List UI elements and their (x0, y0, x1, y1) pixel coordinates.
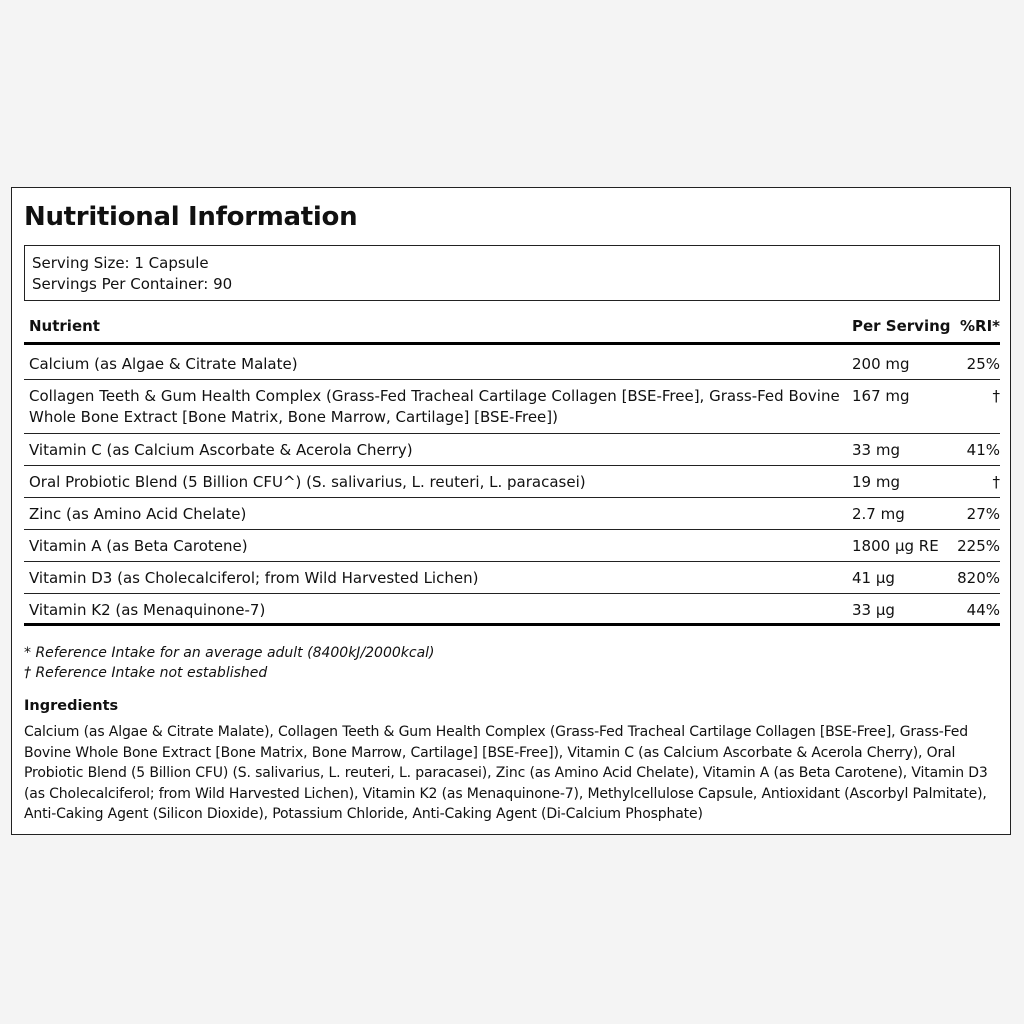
table-body (24, 345, 1000, 626)
nutrient-amount: 1800 µg RE (852, 537, 939, 555)
nutrient-ri: 225% (957, 537, 1000, 555)
header-ri: %RI* (959, 317, 1000, 335)
nutrient-ri: 44% (966, 601, 1000, 619)
serving-info-box (24, 245, 1000, 301)
nutrient-amount: 41 µg (852, 569, 895, 587)
table-row (24, 380, 1000, 434)
nutrient-amount: 33 µg (852, 601, 895, 619)
table-row (24, 466, 1000, 498)
nutrient-name: Collagen Teeth & Gum Health Complex (Grass-Fed Tracheal Cartilage Collagen [BSE-Free], Grass-Fed Bovine Whole Bone Extract [Bone Matrix, Bone Marrow, Cartilage] [BSE-Free]) (29, 387, 840, 426)
nutrient-name: Oral Probiotic Blend (5 Billion CFU^) (S. salivarius, L. reuteri, L. paracasei) (29, 473, 586, 491)
table-header (24, 310, 1000, 345)
footnotes (24, 643, 435, 683)
nutrient-ri: 27% (966, 505, 1000, 523)
nutrient-amount: 33 mg (852, 441, 900, 459)
footnote-not-established: † Reference Intake not established (24, 665, 268, 681)
ingredients-text: Calcium (as Algae & Citrate Malate), Collagen Teeth & Gum Health Complex (Grass-Fed Tracheal Cartilage Collagen [BSE-Free], Grass-Fed Bovine Whole Bone Extract [Bone Matrix, Bone Marrow, Cartilage] [BSE-Free]), Vitamin C (as Calcium Ascorbate & Acerola Cherry), Oral Probiotic Blend (5 Billion CFU) (S. salivarius, L. reuteri, L. paracasei), Zinc (as Amino Acid Chelate), Vitamin A (as Beta Carotene), Vitamin D3 (as Cholecalciferol; from Wild Harvested Lichen), Vitamin K2 (as Menaquinone-7), Methylcellulose Capsule, Antioxidant (Ascorbyl Palmitate), Anti-Caking Agent (Silicon Dioxide), Potassium Chloride, Anti-Caking Agent (Di-Calcium Phosphate) (24, 724, 988, 822)
table-row (24, 594, 1000, 626)
nutrient-ri: 820% (957, 569, 1000, 587)
nutrient-ri: 41% (966, 441, 1000, 459)
nutrient-table (24, 310, 1000, 626)
serving-size: Serving Size: 1 Capsule (32, 254, 209, 272)
servings-per-container: Servings Per Container: 90 (32, 275, 233, 293)
table-row (24, 434, 1000, 466)
table-row (24, 498, 1000, 530)
nutrient-amount: 2.7 mg (852, 505, 905, 523)
header-per-serving: Per Serving (852, 317, 951, 335)
nutrient-name: Vitamin C (as Calcium Ascorbate & Acerola Cherry) (29, 441, 413, 459)
nutrient-name: Calcium (as Algae & Citrate Malate) (29, 355, 298, 373)
nutrient-ri: † (992, 473, 1000, 491)
nutrient-amount: 19 mg (852, 473, 900, 491)
nutrient-ri: † (992, 387, 1000, 405)
nutrient-name: Vitamin K2 (as Menaquinone-7) (29, 601, 266, 619)
nutrition-panel (11, 187, 1011, 835)
nutrient-name: Zinc (as Amino Acid Chelate) (29, 505, 247, 523)
footnote-reference-intake: * Reference Intake for an average adult (8400kJ/2000kcal) (24, 645, 435, 661)
nutrient-name: Vitamin D3 (as Cholecalciferol; from Wild Harvested Lichen) (29, 569, 479, 587)
table-row (24, 348, 1000, 380)
header-nutrient: Nutrient (29, 317, 100, 335)
nutrient-ri: 25% (966, 355, 1000, 373)
table-row (24, 530, 1000, 562)
nutrient-name: Vitamin A (as Beta Carotene) (29, 537, 248, 555)
table-row (24, 562, 1000, 594)
ingredients-heading: Ingredients (24, 698, 119, 714)
nutrient-amount: 167 mg (852, 387, 910, 405)
nutrient-amount: 200 mg (852, 355, 910, 373)
panel-title: Nutritional Information (24, 202, 358, 232)
